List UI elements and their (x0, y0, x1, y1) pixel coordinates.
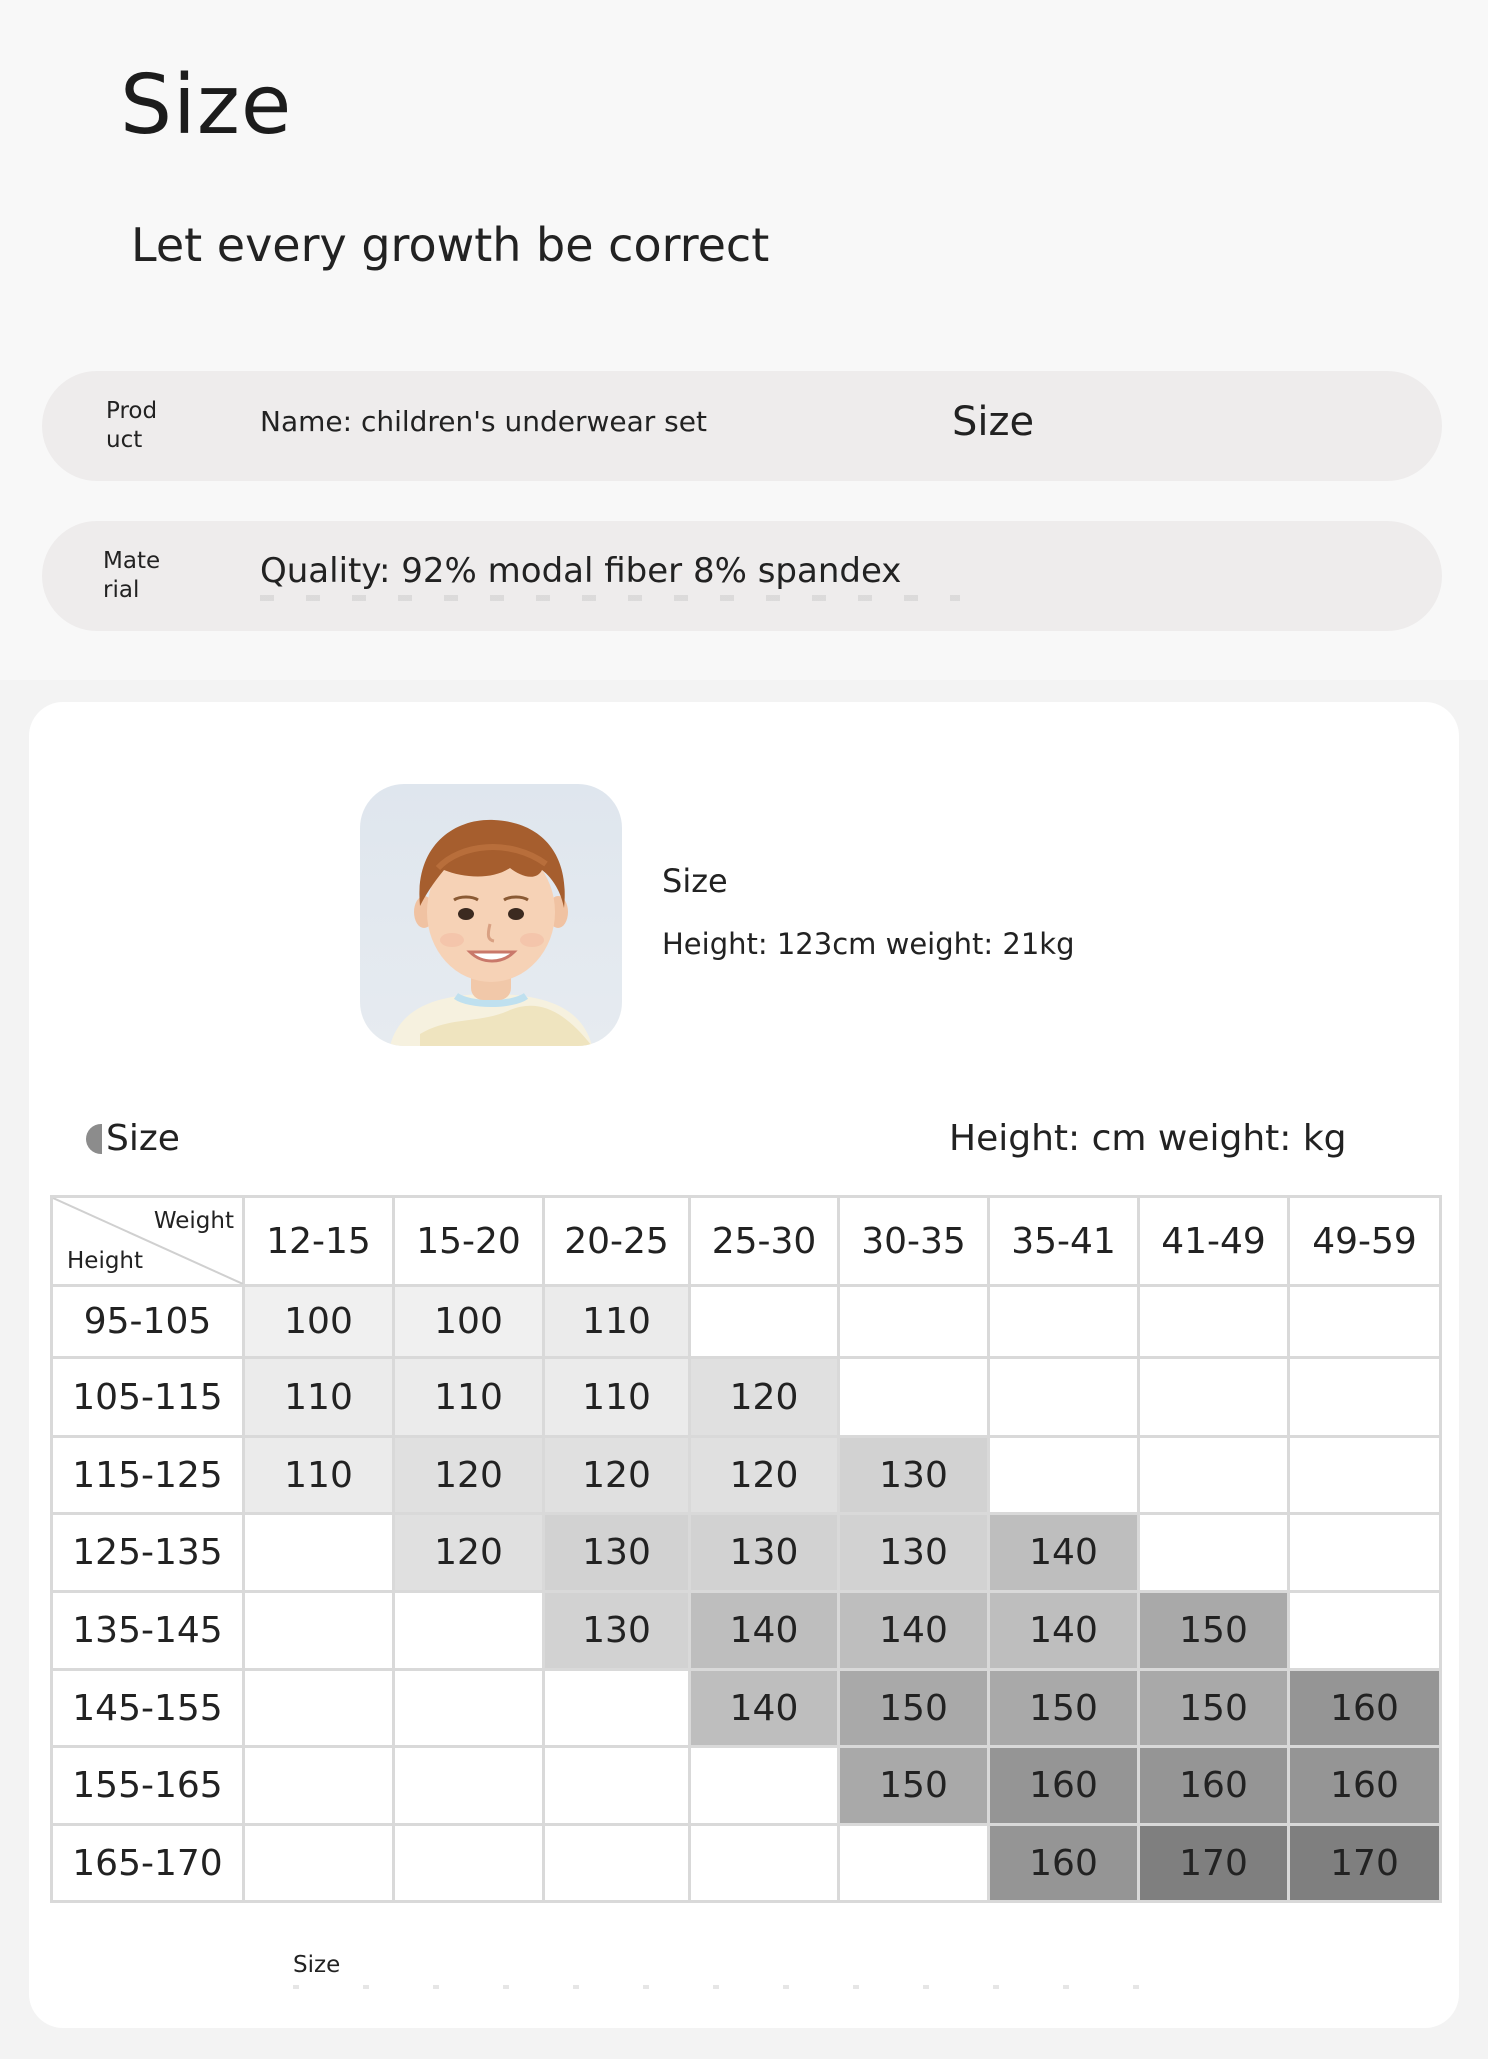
size-cell: 140 (690, 1670, 839, 1747)
child-model-photo (360, 784, 622, 1046)
size-cell (544, 1825, 690, 1902)
size-cell (1139, 1358, 1289, 1437)
size-cell (690, 1825, 839, 1902)
height-range-cell: 165-170 (52, 1825, 244, 1902)
height-range-cell: 135-145 (52, 1592, 244, 1670)
weight-header-cell: 49-59 (1289, 1197, 1441, 1286)
weight-header-cell: 15-20 (394, 1197, 544, 1286)
material-faint-text (260, 595, 960, 601)
table-row (52, 1592, 1441, 1670)
weight-header-cell: 20-25 (544, 1197, 690, 1286)
size-cell: 140 (989, 1514, 1139, 1592)
size-cell: 150 (989, 1670, 1139, 1747)
model-title: Size (662, 862, 728, 900)
weight-axis-label: Weight (153, 1208, 234, 1234)
size-cell: 110 (544, 1358, 690, 1437)
size-cell (690, 1286, 839, 1358)
size-cell: 160 (989, 1747, 1139, 1825)
size-chart-heading-text: Size (106, 1118, 180, 1159)
size-card (29, 702, 1459, 2028)
size-cell: 120 (690, 1358, 839, 1437)
table-row (52, 1514, 1441, 1592)
size-cell (1139, 1286, 1289, 1358)
size-cell (1289, 1592, 1441, 1670)
size-cell (839, 1286, 989, 1358)
table-corner-cell (52, 1197, 244, 1286)
page-title: Size (120, 58, 293, 153)
size-cell: 110 (244, 1358, 394, 1437)
product-label: Prod uct (106, 398, 158, 453)
product-size-label: Size (952, 399, 1035, 445)
size-cell (1289, 1358, 1441, 1437)
size-cell (839, 1825, 989, 1902)
size-chart-units: Height: cm weight: kg (949, 1118, 1347, 1159)
size-cell: 170 (1139, 1825, 1289, 1902)
size-cell (244, 1514, 394, 1592)
size-cell (690, 1747, 839, 1825)
size-cell: 150 (1139, 1670, 1289, 1747)
size-cell: 120 (394, 1514, 544, 1592)
model-measurements: Height: 123cm weight: 21kg (662, 927, 1075, 961)
size-cell (544, 1747, 690, 1825)
size-cell (544, 1670, 690, 1747)
size-cell: 160 (989, 1825, 1139, 1902)
material-label: Mate rial (103, 548, 161, 603)
size-cell: 140 (989, 1592, 1139, 1670)
size-cell: 140 (839, 1592, 989, 1670)
size-cell: 110 (394, 1358, 544, 1437)
size-cell: 170 (1289, 1825, 1441, 1902)
table-row (52, 1358, 1441, 1437)
size-cell: 110 (244, 1437, 394, 1514)
height-range-cell: 105-115 (52, 1358, 244, 1437)
size-cell (989, 1286, 1139, 1358)
size-cell (1289, 1286, 1441, 1358)
size-cell: 160 (1289, 1747, 1441, 1825)
half-circle-icon (86, 1124, 102, 1154)
weight-header-cell: 41-49 (1139, 1197, 1289, 1286)
weight-header-cell: 30-35 (839, 1197, 989, 1286)
table-row (52, 1286, 1441, 1358)
footer-note: Size (293, 1952, 341, 1978)
material-row (42, 521, 1442, 631)
weight-header-cell: 12-15 (244, 1197, 394, 1286)
size-cell (839, 1358, 989, 1437)
size-cell (1139, 1514, 1289, 1592)
size-cell (394, 1825, 544, 1902)
size-cell (1139, 1437, 1289, 1514)
size-cell: 160 (1139, 1747, 1289, 1825)
size-table (50, 1195, 1442, 1903)
size-cell: 130 (839, 1437, 989, 1514)
height-axis-label: Height (67, 1248, 144, 1274)
footer-faint-text (293, 1985, 1193, 1989)
size-cell (394, 1747, 544, 1825)
size-cell: 160 (1289, 1670, 1441, 1747)
height-range-cell: 115-125 (52, 1437, 244, 1514)
size-cell: 150 (839, 1670, 989, 1747)
weight-header-cell: 35-41 (989, 1197, 1139, 1286)
size-cell (1289, 1514, 1441, 1592)
weight-header-cell: 25-30 (690, 1197, 839, 1286)
size-cell: 120 (690, 1437, 839, 1514)
size-cell (989, 1358, 1139, 1437)
size-cell: 130 (544, 1592, 690, 1670)
table-row (52, 1747, 1441, 1825)
table-row (52, 1670, 1441, 1747)
size-cell (244, 1670, 394, 1747)
height-range-cell: 145-155 (52, 1670, 244, 1747)
size-cell (1289, 1437, 1441, 1514)
size-cell: 110 (544, 1286, 690, 1358)
size-cell (244, 1825, 394, 1902)
size-cell: 120 (394, 1437, 544, 1514)
height-range-cell: 125-135 (52, 1514, 244, 1592)
size-cell (989, 1437, 1139, 1514)
size-chart-heading (86, 1118, 180, 1159)
height-range-cell: 95-105 (52, 1286, 244, 1358)
page-subtitle: Let every growth be correct (131, 218, 770, 272)
size-cell: 120 (544, 1437, 690, 1514)
size-cell: 140 (690, 1592, 839, 1670)
size-cell: 100 (244, 1286, 394, 1358)
size-cell (244, 1592, 394, 1670)
product-name-row (42, 371, 1442, 481)
height-range-cell: 155-165 (52, 1747, 244, 1825)
size-cell (394, 1670, 544, 1747)
size-cell (394, 1592, 544, 1670)
size-cell: 130 (690, 1514, 839, 1592)
material-value: Quality: 92% modal fiber 8% spandex (260, 551, 902, 591)
product-name-value: Name: children's underwear set (260, 405, 707, 438)
table-row (52, 1825, 1441, 1902)
size-cell: 100 (394, 1286, 544, 1358)
size-cell: 130 (839, 1514, 989, 1592)
size-cell: 130 (544, 1514, 690, 1592)
size-cell: 150 (1139, 1592, 1289, 1670)
table-row (52, 1437, 1441, 1514)
size-cell (244, 1747, 394, 1825)
size-cell: 150 (839, 1747, 989, 1825)
